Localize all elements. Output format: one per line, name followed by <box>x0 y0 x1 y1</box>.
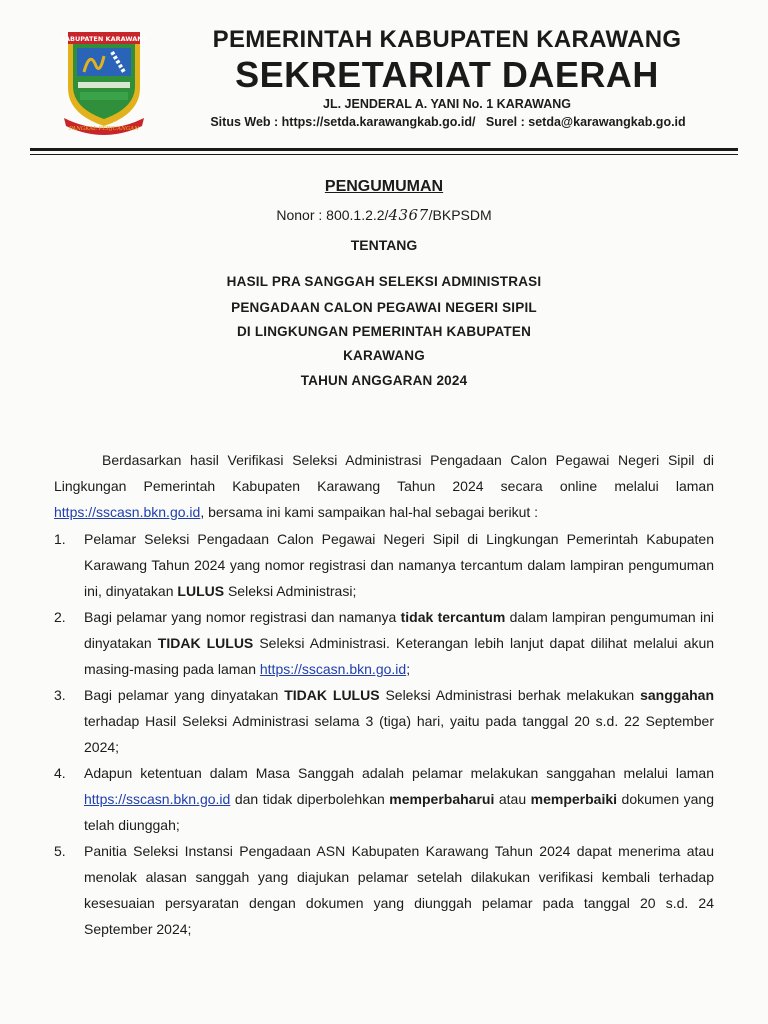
email-address[interactable]: setda@karawangkab.go.id <box>528 115 686 129</box>
bold-tidak-lulus: TIDAK LULUS <box>284 687 380 703</box>
letterhead-thick-rule <box>30 148 738 151</box>
item-number: 1. <box>54 531 66 547</box>
bold-sanggahan: sanggahan <box>640 687 715 703</box>
svg-text:KABUPATEN KARAWANG: KABUPATEN KARAWANG <box>62 35 146 43</box>
sscasn-link[interactable]: https://sscasn.bkn.go.id <box>84 791 231 807</box>
subject-line: HASIL PRA SANGGAH SELEKSI ADMINISTRASI <box>226 274 542 289</box>
item-text: Pelamar Seleksi Pengadaan Calon Pegawai Negeri Sipil di Lingkungan Pemerintah Kabupaten Karawang Tahun 2024 yang nomor registrasi dan namanya tercantum dalam lampiran pengumuman ini, dinyatakan LULUS Seleksi Administrasi; <box>84 531 714 599</box>
bold-tidak-tercantum: tidak tercantum <box>400 609 506 625</box>
number-suffix: /BKPSDM <box>428 207 492 223</box>
regency-logo <box>62 26 146 138</box>
svg-text:PANGKAL PERJUANGAN: PANGKAL PERJUANGAN <box>68 126 140 132</box>
website-label: Situs Web : <box>210 115 279 129</box>
subject-line: KARAWANG <box>343 348 425 363</box>
government-name: PEMERINTAH KABUPATEN KARAWANG <box>212 26 682 53</box>
bold-lulus: LULUS <box>177 583 225 599</box>
website-url[interactable]: https://setda.karawangkab.go.id/ <box>281 115 476 129</box>
item-number: 2. <box>54 609 66 625</box>
number-label: Nonor : 800.1.2.2/ <box>276 207 389 223</box>
item-text: Bagi pelamar yang nomor registrasi dan namanya tidak tercantum dalam lampiran pengumuman ini dinyatakan TIDAK LULUS Seleksi Administrasi. Keterangan lebih lanjut dapat dilihat melalui akun masing-masing pada laman https://sscasn.bkn.go.id; <box>84 609 715 677</box>
subject-line: DI LINGKUNGAN PEMERINTAH KABUPATEN <box>236 324 532 339</box>
office-address: JL. JENDERAL A. YANI No. 1 KARAWANG <box>323 97 571 111</box>
intro-paragraph <box>54 447 714 525</box>
item-number: 5. <box>54 843 66 859</box>
document-number <box>0 206 768 224</box>
subject-line: PENGADAAN CALON PEGAWAI NEGERI SIPIL <box>231 300 537 315</box>
letterhead-thin-rule <box>30 154 738 155</box>
sscasn-link[interactable]: https://sscasn.bkn.go.id <box>54 504 201 520</box>
bold-tidak-lulus: TIDAK LULUS <box>157 635 254 651</box>
intro-after: , bersama ini kami sampaikan hal-hal sebagai berikut : <box>200 504 539 520</box>
item-text: Panitia Seleksi Instansi Pengadaan ASN Kabupaten Karawang Tahun 2024 dapat menerima atau menolak alasan sanggah yang diajukan pelamar setelah dilakukan verifikasi kembali terhadap kesesuaian persyaratan dengan dokumen yang diunggah pelamar pada tanggal 20 s.d. 24 September 2024; <box>84 843 714 937</box>
item-text: Adapun ketentuan dalam Masa Sanggah adalah pelamar melakukan sanggahan melalui laman https://sscasn.bkn.go.id dan tidak diperbolehkan memperbaharui atau memperbaiki dokumen yang telah diunggah; <box>84 765 715 833</box>
tentang-heading: TENTANG <box>350 237 418 253</box>
intro-text: Berdasarkan hasil Verifikasi Seleksi Administrasi Pengadaan Calon Pegawai Negeri Sipil di Lingkungan Pemerintah Kabupaten Karawang Tahun 2024 secara online melalui laman <box>54 452 714 494</box>
item-number: 3. <box>54 687 66 703</box>
sscasn-link[interactable]: https://sscasn.bkn.go.id <box>259 661 407 677</box>
subject-line: TAHUN ANGGARAN 2024 <box>300 373 468 388</box>
item-number: 4. <box>54 765 66 781</box>
bold-memperbaiki: memperbaiki <box>530 791 618 807</box>
document-title: PENGUMUMAN <box>324 178 444 195</box>
email-label: Surel : <box>485 115 525 129</box>
item-text: Bagi pelamar yang dinyatakan TIDAK LULUS Seleksi Administrasi berhak melakukan sanggahan terhadap Hasil Seleksi Administrasi selama 3 (tiga) hari, yaitu pada tanggal 20 s.d. 22 September 2024; <box>84 687 715 755</box>
karawang-emblem-icon <box>62 26 146 138</box>
bold-memperbaharui: memperbaharui <box>389 791 495 807</box>
office-name: SEKRETARIAT DAERAH <box>235 54 659 95</box>
handwritten-number: 4367 <box>388 206 429 224</box>
contact-line <box>178 115 718 129</box>
